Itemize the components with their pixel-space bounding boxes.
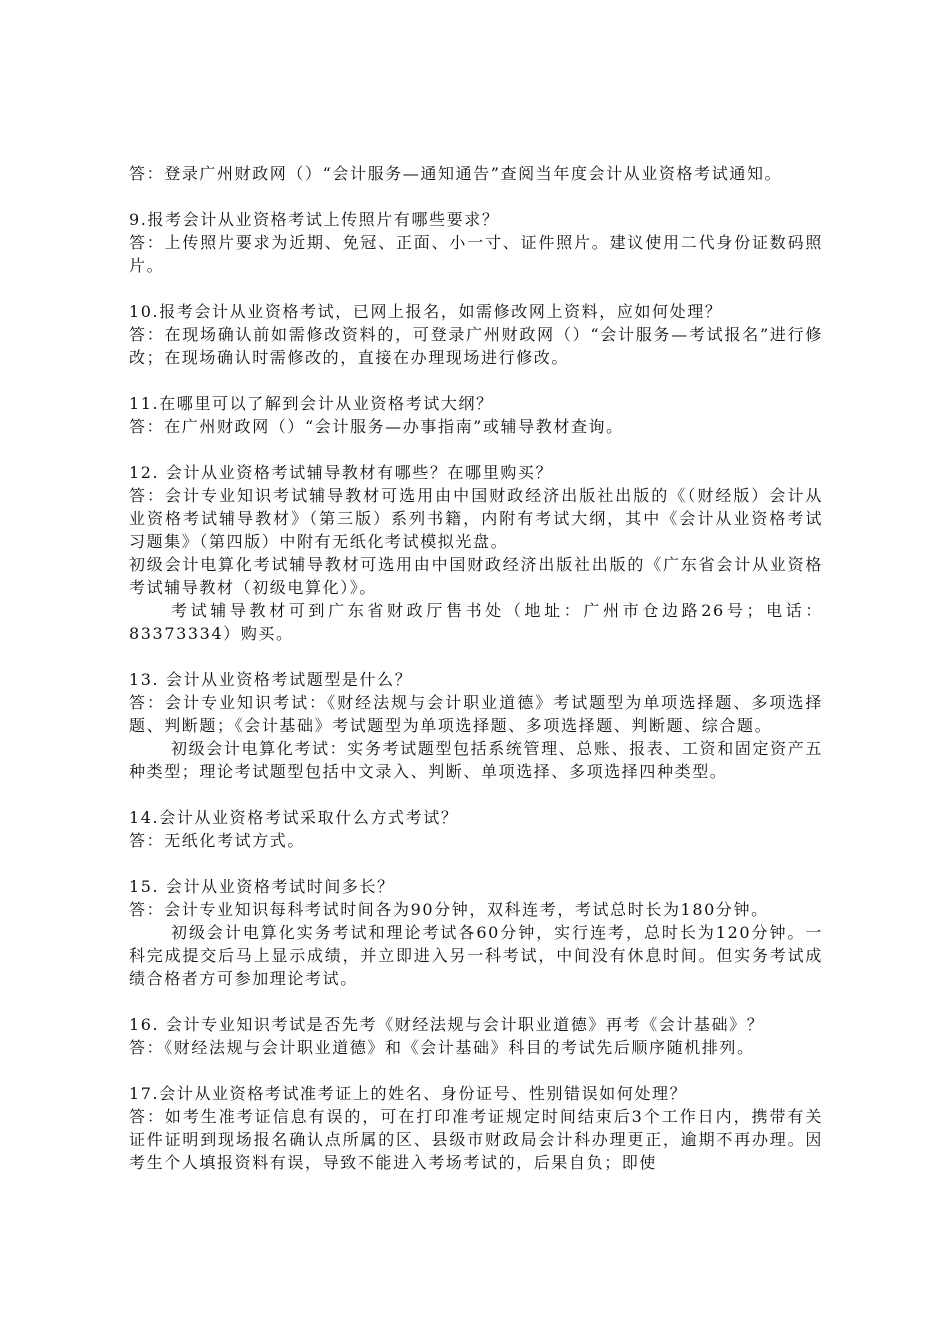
answer-text: 答：会计专业知识每科考试时间各为90分钟，双科连考，考试总时长为180分钟。 <box>129 900 769 919</box>
qa-block <box>129 162 823 185</box>
question-text: 15. 会计从业资格考试时间多长？ <box>129 877 395 896</box>
qa-block <box>129 875 823 990</box>
question-text: 12. 会计从业资格考试辅导教材有哪些？在哪里购买？ <box>129 463 554 482</box>
answer-paragraph: 初级会计电算化实务考试和理论考试各60分钟，实行连考，总时长为120分钟。一科完成提交后马上显示成绩，并立即进入另一科考试，中间没有休息时间。但实务考试成绩合格者方可参加理论考试。 <box>129 923 823 988</box>
qa-block <box>129 300 823 369</box>
answer-text: 答：会计专业知识考试：《财经法规与会计职业道德》考试题型为单项选择题、多项选择题、判断题；《会计基础》考试题型为单项选择题、多项选择题、判断题、综合题。 <box>129 693 823 735</box>
question-text: 16. 会计专业知识考试是否先考《财经法规与会计职业道德》再考《会计基础》？ <box>129 1015 765 1034</box>
answer-paragraph: 考试辅导教材可到广东省财政厅售书处（地址：广州市仓边路26号；电话：83373334）购买。 <box>129 601 823 643</box>
qa-block <box>129 392 823 438</box>
question-text: 9.报考会计从业资格考试上传照片有哪些要求？ <box>129 210 500 229</box>
document-page <box>129 162 823 1197</box>
answer-text: 答：会计专业知识考试辅导教材可选用由中国财政经济出版社出版的《（财经版）会计从业资格考试辅导教材》（第三版）系列书籍，内附有考试大纲，其中《会计从业资格考试习题集》（第四版）中附有无纸化考试模拟光盘。 <box>129 486 823 551</box>
qa-block <box>129 208 823 277</box>
answer-text: 答：在广州财政网（）“会计服务—办事指南”或辅导教材查询。 <box>129 417 624 436</box>
qa-block <box>129 1082 823 1174</box>
qa-block <box>129 806 823 852</box>
question-text: 11.在哪里可以了解到会计从业资格考试大纲？ <box>129 394 494 413</box>
question-text: 17.会计从业资格考试准考证上的姓名、身份证号、性别错误如何处理？ <box>129 1084 688 1103</box>
question-text: 13. 会计从业资格考试题型是什么？ <box>129 670 413 689</box>
qa-block <box>129 461 823 645</box>
answer-text: 答：如考生准考证信息有误的，可在打印准考证规定时间结束后3个工作日内，携带有关证件证明到现场报名确认点所属的区、县级市财政局会计科办理更正，逾期不再办理。因考生个人填报资料有误，导致不能进入考场考试的，后果自负；即使 <box>129 1107 823 1172</box>
qa-block <box>129 668 823 783</box>
answer-paragraph: 初级会计电算化考试：实务考试题型包括系统管理、总账、报表、工资和固定资产五种类型；理论考试题型包括中文录入、判断、单项选择、多项选择四种类型。 <box>129 739 823 781</box>
answer-text: 答：无纸化考试方式。 <box>129 831 306 850</box>
answer-text: 答：《财经法规与会计职业道德》和《会计基础》科目的考试先后顺序随机排列。 <box>129 1038 755 1057</box>
answer-paragraph: 初级会计电算化考试辅导教材可选用由中国财政经济出版社出版的《广东省会计从业资格考试辅导教材（初级电算化）》。 <box>129 555 823 597</box>
answer-text: 答：登录广州财政网（）“会计服务—通知通告”查阅当年度会计从业资格考试通知。 <box>129 164 783 183</box>
answer-text: 答：上传照片要求为近期、免冠、正面、小一寸、证件照片。建议使用二代身份证数码照片。 <box>129 233 823 275</box>
question-text: 14.会计从业资格考试采取什么方式考试？ <box>129 808 459 827</box>
answer-text: 答：在现场确认前如需修改资料的，可登录广州财政网（）“会计服务—考试报名”进行修改；在现场确认时需修改的，直接在办理现场进行修改。 <box>129 325 823 367</box>
question-text: 10.报考会计从业资格考试，已网上报名，如需修改网上资料，应如何处理？ <box>129 302 723 321</box>
qa-block <box>129 1013 823 1059</box>
